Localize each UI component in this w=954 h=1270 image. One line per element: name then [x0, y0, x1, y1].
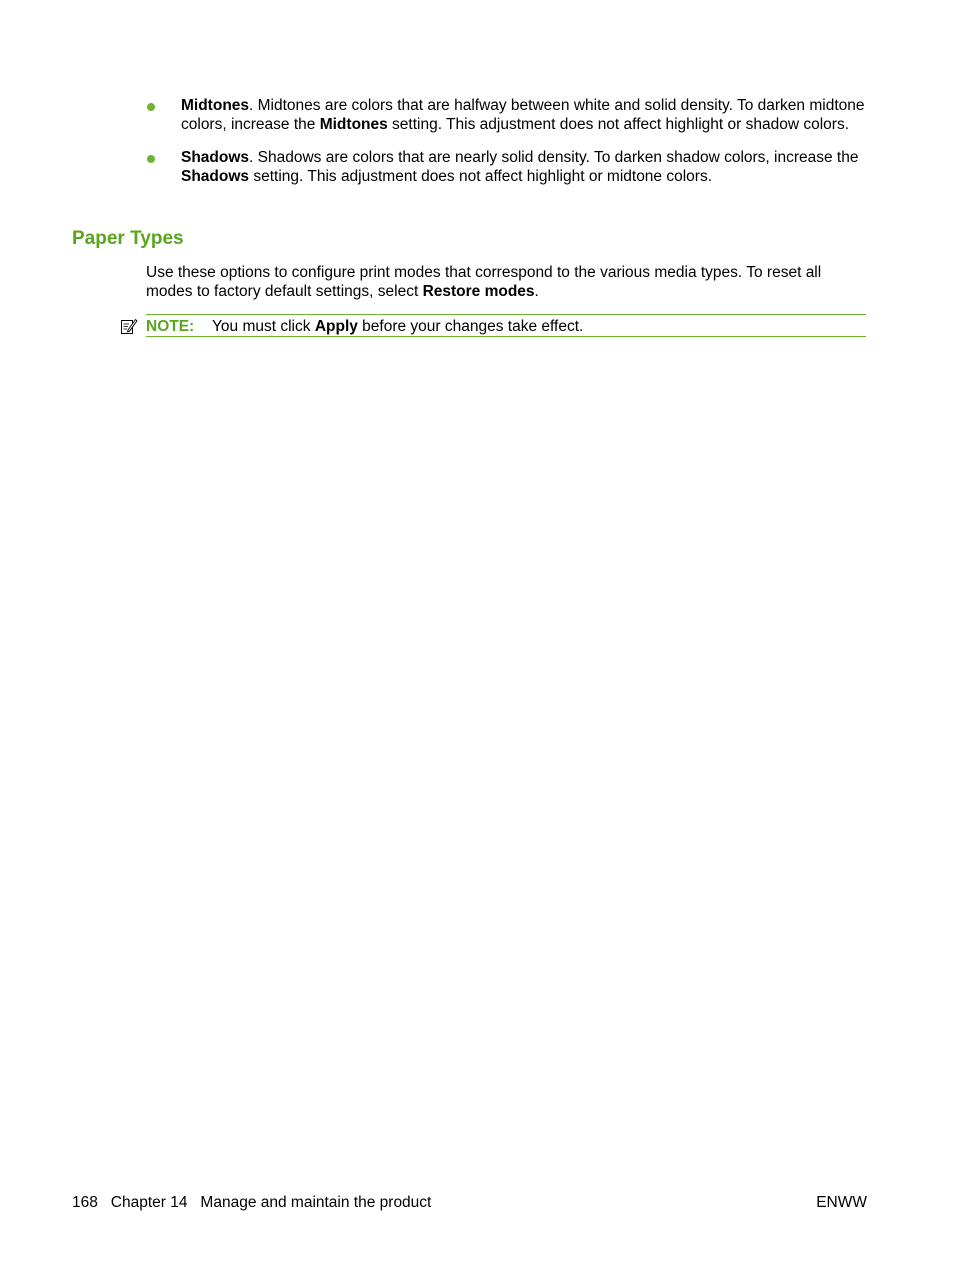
list-item — [143, 96, 873, 134]
bullet-text: . Shadows are colors that are nearly solid density. To darken shadow colors, increase the — [249, 149, 859, 166]
note-label: NOTE: — [146, 318, 195, 335]
section-intro — [146, 263, 866, 301]
page-footer-right: ENWW — [816, 1194, 867, 1211]
note-text-end: before your changes take effect. — [357, 318, 584, 335]
bullet-text: . Midtones are colors that are halfway between white and solid density. To darken midtone colors, increase the — [181, 97, 865, 133]
note-text-start: You must click — [212, 318, 315, 335]
intro-text-end: . — [534, 283, 539, 300]
note-box — [146, 314, 866, 337]
bullet-icon — [147, 103, 155, 111]
bullet-term-inline: Midtones — [319, 116, 388, 133]
bullet-icon — [147, 155, 155, 163]
bullet-list — [143, 96, 873, 200]
chapter-title: Manage and maintain the product — [200, 1194, 432, 1211]
bullet-text-end: setting. This adjustment does not affect highlight or shadow colors. — [387, 116, 849, 133]
intro-bold-term: Restore modes — [422, 283, 535, 300]
intro-text: Use these options to configure print modes that correspond to the various media types. To reset all modes to factory default settings, select — [146, 264, 822, 300]
page-number: 168 — [72, 1194, 98, 1211]
note-pencil-icon — [120, 317, 138, 335]
bullet-term-inline: Shadows — [181, 168, 250, 185]
bullet-term: Midtones — [181, 97, 250, 114]
bullet-term: Shadows — [181, 149, 250, 166]
section-heading: Paper Types — [72, 228, 184, 249]
note-bold-term: Apply — [314, 318, 358, 335]
chapter-label: Chapter 14 — [110, 1194, 188, 1211]
note-text — [212, 317, 583, 336]
bullet-text-end: setting. This adjustment does not affect highlight or midtone colors. — [249, 168, 713, 185]
list-item — [143, 148, 873, 186]
page-footer-left — [72, 1193, 431, 1212]
